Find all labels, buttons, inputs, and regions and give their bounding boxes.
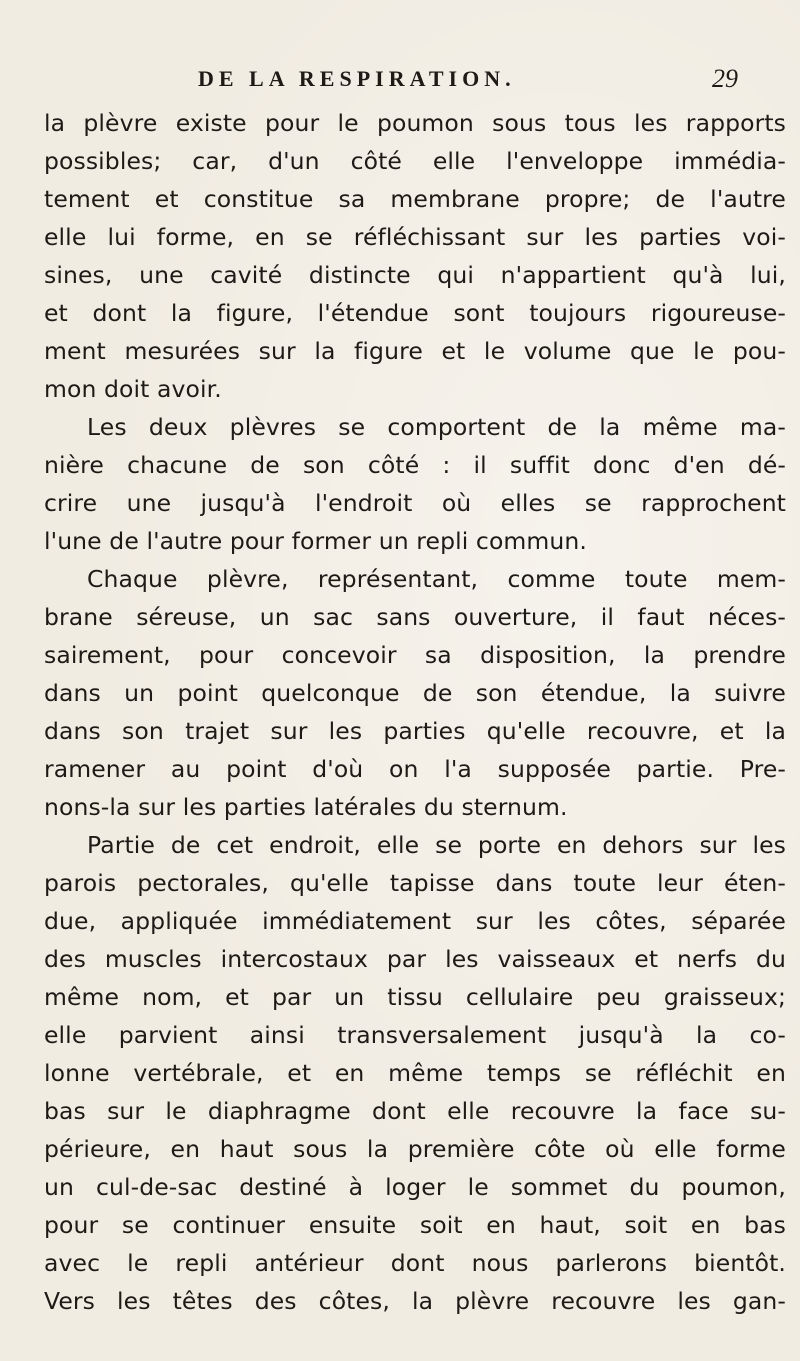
text-line: avec le repli antérieur dont nous parlerons bientôt. bbox=[44, 1249, 786, 1277]
text-line: parois pectorales, qu'elle tapisse dans toute leur éten- bbox=[44, 869, 786, 897]
text-line: périeure, en haut sous la première côte où elle forme bbox=[44, 1135, 786, 1163]
text-line: due, appliquée immédiatement sur les côtes, séparée bbox=[44, 907, 786, 935]
text-line: Partie de cet endroit, elle se porte en dehors sur les bbox=[87, 831, 786, 859]
text-line: l'une de l'autre pour former un repli commun. bbox=[44, 527, 587, 555]
text-line: et dont la figure, l'étendue sont toujours rigoureuse- bbox=[44, 299, 786, 327]
text-line: elle parvient ainsi transversalement jusqu'à la co- bbox=[44, 1021, 786, 1049]
text-line: brane séreuse, un sac sans ouverture, il faut néces- bbox=[44, 603, 786, 631]
text-line: Chaque plèvre, représentant, comme toute mem- bbox=[87, 565, 786, 593]
text-line: sairement, pour concevoir sa disposition, la prendre bbox=[44, 641, 786, 669]
text-line: possibles; car, d'un côté elle l'enveloppe immédia- bbox=[44, 147, 786, 175]
text-line: même nom, et par un tissu cellulaire peu graisseux; bbox=[44, 983, 786, 1011]
text-line: nière chacune de son côté : il suffit donc d'en dé- bbox=[44, 451, 786, 479]
text-line: un cul-de-sac destiné à loger le sommet du poumon, bbox=[44, 1173, 786, 1201]
text-line: mon doit avoir. bbox=[44, 375, 222, 403]
text-line: ment mesurées sur la figure et le volume que le pou- bbox=[44, 337, 786, 365]
text-line: ramener au point d'où on l'a supposée partie. Pre- bbox=[44, 755, 786, 783]
text-line: elle lui forme, en se réfléchissant sur les parties voi- bbox=[44, 223, 786, 251]
page-number: 29 bbox=[712, 64, 738, 93]
text-line: des muscles intercostaux par les vaisseaux et nerfs du bbox=[44, 945, 786, 973]
text-line: Vers les têtes des côtes, la plèvre recouvre les gan- bbox=[44, 1287, 786, 1315]
text-line: crire une jusqu'à l'endroit où elles se rapprochent bbox=[44, 489, 786, 517]
text-line: tement et constitue sa membrane propre; de l'autre bbox=[44, 185, 786, 213]
text-line: lonne vertébrale, et en même temps se réfléchit en bbox=[44, 1059, 786, 1087]
text-line: dans un point quelconque de son étendue, la suivre bbox=[44, 679, 786, 707]
text-line: pour se continuer ensuite soit en haut, soit en bas bbox=[44, 1211, 786, 1239]
text-line: dans son trajet sur les parties qu'elle recouvre, et la bbox=[44, 717, 786, 745]
text-line: bas sur le diaphragme dont elle recouvre la face su- bbox=[44, 1097, 786, 1125]
text-line: Les deux plèvres se comportent de la même ma- bbox=[87, 413, 786, 441]
text-line: la plèvre existe pour le poumon sous tous les rapports bbox=[44, 109, 786, 137]
text-line: nons-la sur les parties latérales du sternum. bbox=[44, 793, 568, 821]
text-line: sines, une cavité distincte qui n'appartient qu'à lui, bbox=[44, 261, 786, 289]
running-head: DE LA RESPIRATION. bbox=[198, 66, 516, 91]
